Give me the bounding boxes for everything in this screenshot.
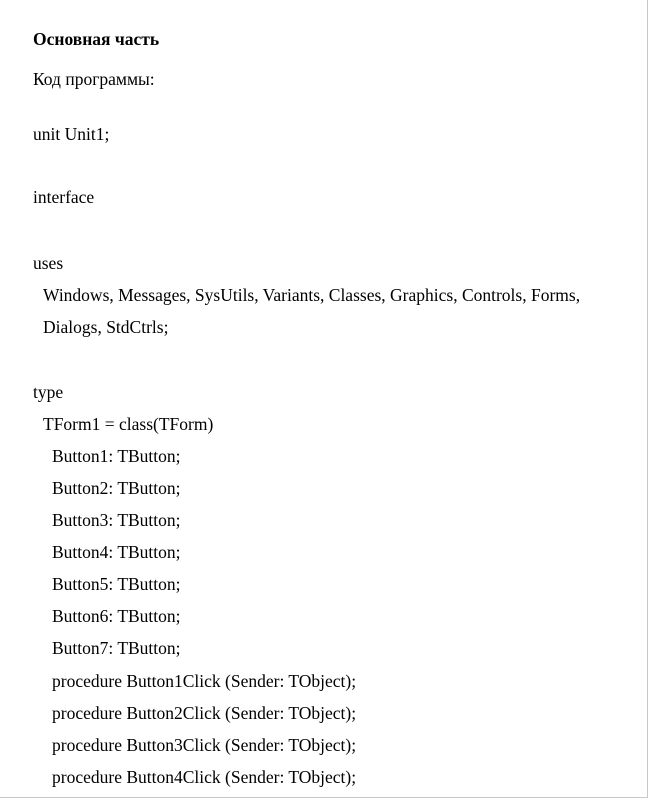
code-procedure-line: procedure Button2Click (Sender: TObject);: [52, 703, 357, 723]
code-field-line: Button5: TButton;: [52, 574, 181, 594]
code-uses-keyword: uses: [33, 253, 64, 273]
section-heading: Основная часть: [33, 29, 160, 49]
code-class-declaration: TForm1 = class(TForm): [43, 414, 214, 434]
code-field-line: Button6: TButton;: [52, 606, 181, 626]
code-uses-line: Dialogs, StdCtrls;: [43, 317, 169, 337]
code-field-line: Button4: TButton;: [52, 542, 181, 562]
code-uses-line: Windows, Messages, SysUtils, Variants, Classes, Graphics, Controls, Forms,: [43, 285, 581, 305]
code-procedure-line: procedure Button4Click (Sender: TObject);: [52, 767, 357, 787]
code-field-line: Button2: TButton;: [52, 478, 181, 498]
code-procedure-line: procedure Button1Click (Sender: TObject);: [52, 671, 357, 691]
code-procedure-line: procedure Button3Click (Sender: TObject);: [52, 735, 357, 755]
code-field-line: Button7: TButton;: [52, 638, 181, 658]
intro-text: Код программы:: [33, 69, 155, 89]
code-type-keyword: type: [33, 382, 64, 402]
code-interface-keyword: interface: [33, 187, 95, 207]
code-field-line: Button3: TButton;: [52, 510, 181, 530]
code-field-line: Button1: TButton;: [52, 446, 181, 466]
code-unit-declaration: unit Unit1;: [33, 124, 110, 144]
